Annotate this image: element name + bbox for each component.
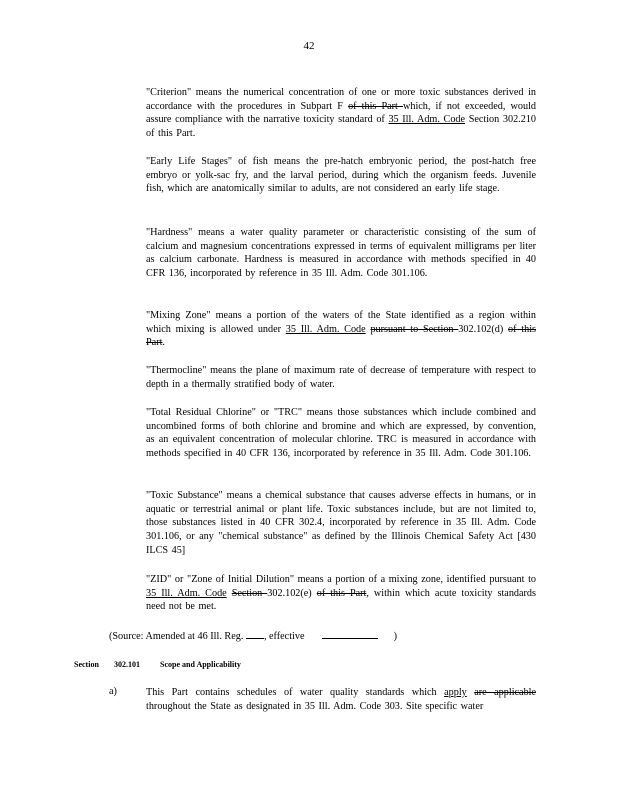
definition-zid: "ZID" or "Zone of Initial Dilution" means a portion of a mixing zone, identified pursuant to 35 Ill. Adm. Code Section 302.102(e) of this Part, within which acute toxicity standards need not be met. [146, 574, 536, 613]
definition-criterion: "Criterion" means the numerical concentration of one or more toxic substances derived in accordance with the procedures in Subpart F of this Part which, if not exceeded, would assure compliance with the narrative toxicity standard of 35 Ill. Adm. Code Section 302.210 of this Part. [146, 87, 537, 140]
source-note: (Source: Amended at 46 Ill. Reg. , effective ) [109, 631, 397, 642]
deleted-text: of this Part [316, 587, 367, 599]
inserted-text: 35 Ill. Adm. Code [146, 587, 227, 599]
deleted-text: Section [231, 587, 268, 599]
definition-mixing-zone: "Mixing Zone" means a portion of the waters of the State identified as a region within which mixing is allowed under 35 Ill. Adm. Code pursuant to Section 302.102(d) of this Part. [146, 310, 536, 349]
blank-line [246, 630, 264, 639]
item-a-label: a) [109, 686, 117, 697]
inserted-text: 35 Ill. Adm. Code [388, 114, 466, 126]
definition-hardness: "Hardness" means a water quality parameter or characteristic consisting of the sum of calcium and magnesium concentrations expressed in terms of equivalent milligrams per liter as calcium carbonate. Hardness is measured in accordance with methods specified in 40 CFR 136, incorporated by reference in 35 Ill. Adm. Code 301.106. [146, 227, 536, 280]
deleted-text: pursuant to Section [370, 323, 459, 335]
definition-total-residual-chlorine: "Total Residual Chlorine" or "TRC" means those substances which include combined and uncombined forms of both chlorine and bromine and which are expressed, by convention, as an equivalent concentration of molecular chlorine. TRC is measured in accordance with methods specified in 40 CFR 136, incorporated by reference in 35 Ill. Adm. Code 301.106. [146, 407, 536, 460]
section-title: Scope and Applicability [160, 660, 241, 669]
inserted-text: 35 Ill. Adm. Code [285, 323, 366, 335]
section-number: 302.101 [114, 660, 140, 669]
deleted-text: are applicable [474, 687, 537, 698]
item-a-text: This Part contains schedules of water quality standards which apply are applicable throughout the State as designated in 35 Ill. Adm. Code 303. Site specific water [146, 687, 537, 712]
blank-line [322, 630, 378, 639]
deleted-text: of this Part [146, 323, 536, 349]
definition-early-life-stages: "Early Life Stages" of fish means the pre-hatch embryonic period, the post-hatch free embryo or yolk-sac fry, and the larval period, during which the organism feeds. Juvenile fish, which are anatomically similar to adults, are not considered an early life stage. [146, 156, 536, 195]
inserted-text: apply [444, 687, 467, 698]
definition-toxic-substance: "Toxic Substance" means a chemical substance that causes adverse effects in humans, or in aquatic or terrestrial animal or plant life. Toxic substances include, but are not limited to, those substances listed in 40 CFR 302.4, incorporated by reference in 35 Ill. Adm. Code 301.106, or any "chemical substance" as defined by the Illinois Chemical Safety Act [430 ILCS 45] [146, 490, 536, 556]
page-number: 42 [303, 40, 315, 52]
definition-thermocline: "Thermocline" means the plane of maximum rate of decrease of temperature with respect to depth in a thermally stratified body of water. [146, 365, 536, 390]
section-label: Section [74, 660, 99, 669]
section-heading [74, 660, 241, 669]
deleted-text: of this Part [348, 100, 403, 112]
